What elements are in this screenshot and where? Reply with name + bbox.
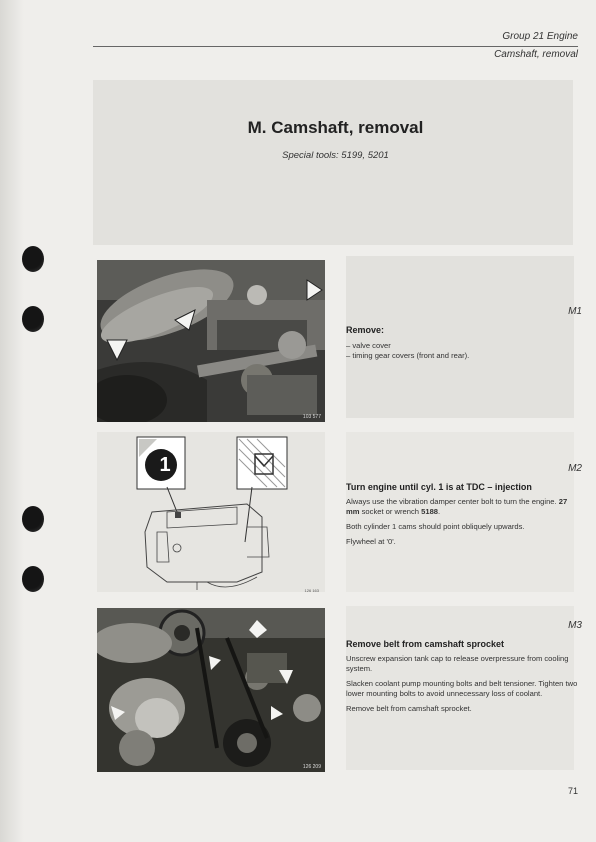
step-paragraph: Unscrew expansion tank cap to release overpressure from cooling system. [346, 654, 569, 673]
step-number: M3 [568, 620, 582, 631]
page-title: M. Camshaft, removal [247, 118, 424, 137]
step-paragraph: Slacken coolant pump mounting bolts and belt tensioner. Tighten two lower mounting bolts to avoid unnecessary loss of coolant. [346, 679, 578, 698]
header-section: Camshaft, removal [494, 49, 578, 60]
figure-code: 126 163 [304, 588, 319, 593]
engine-drawing [97, 432, 325, 594]
cylinder-badge: 1 [159, 454, 171, 476]
punch-hole [22, 246, 44, 272]
step-heading: Turn engine until cyl. 1 is at TDC – injection [346, 482, 532, 492]
step-m2 [346, 463, 582, 547]
punch-hole [22, 306, 44, 332]
step-heading: Remove: [346, 325, 385, 335]
title-block [93, 118, 578, 161]
photo-m1 [97, 260, 325, 422]
step-m1 [346, 306, 582, 361]
step-paragraph: Flywheel at '0'. [346, 537, 396, 546]
photo-m3 [97, 608, 325, 772]
binding-edge [0, 0, 24, 842]
remove-list [346, 341, 582, 361]
figure-code: 103 577 [302, 414, 321, 420]
step-paragraph [346, 497, 582, 517]
step-number: M2 [568, 463, 582, 474]
step-number: M1 [568, 306, 582, 317]
step-paragraph: Remove belt from camshaft sprocket. [346, 704, 472, 713]
step-m3 [346, 620, 582, 714]
punch-hole [22, 566, 44, 592]
list-item: – timing gear covers (front and rear). [346, 351, 470, 360]
header-rule [93, 46, 578, 47]
page-number: 71 [567, 786, 578, 796]
header-group: Group 21 Engine [502, 31, 578, 42]
text-run: 5188 [421, 507, 439, 516]
text-run: socket or wrench [359, 507, 422, 516]
text-run: Always use the vibration damper center bolt to turn the engine. [346, 497, 559, 506]
punch-hole [22, 506, 44, 532]
text-run: 27 mm [346, 497, 568, 516]
text-run: . [438, 507, 441, 516]
step-heading: Remove belt from camshaft sprocket [346, 639, 505, 649]
list-item: – valve cover [346, 341, 391, 350]
special-tools: Special tools: 5199, 5201 [282, 150, 389, 161]
figure-code: 126 209 [302, 764, 321, 770]
step-paragraph: Both cylinder 1 cams should point obliquely upwards. [346, 522, 525, 531]
title-background [93, 80, 573, 245]
